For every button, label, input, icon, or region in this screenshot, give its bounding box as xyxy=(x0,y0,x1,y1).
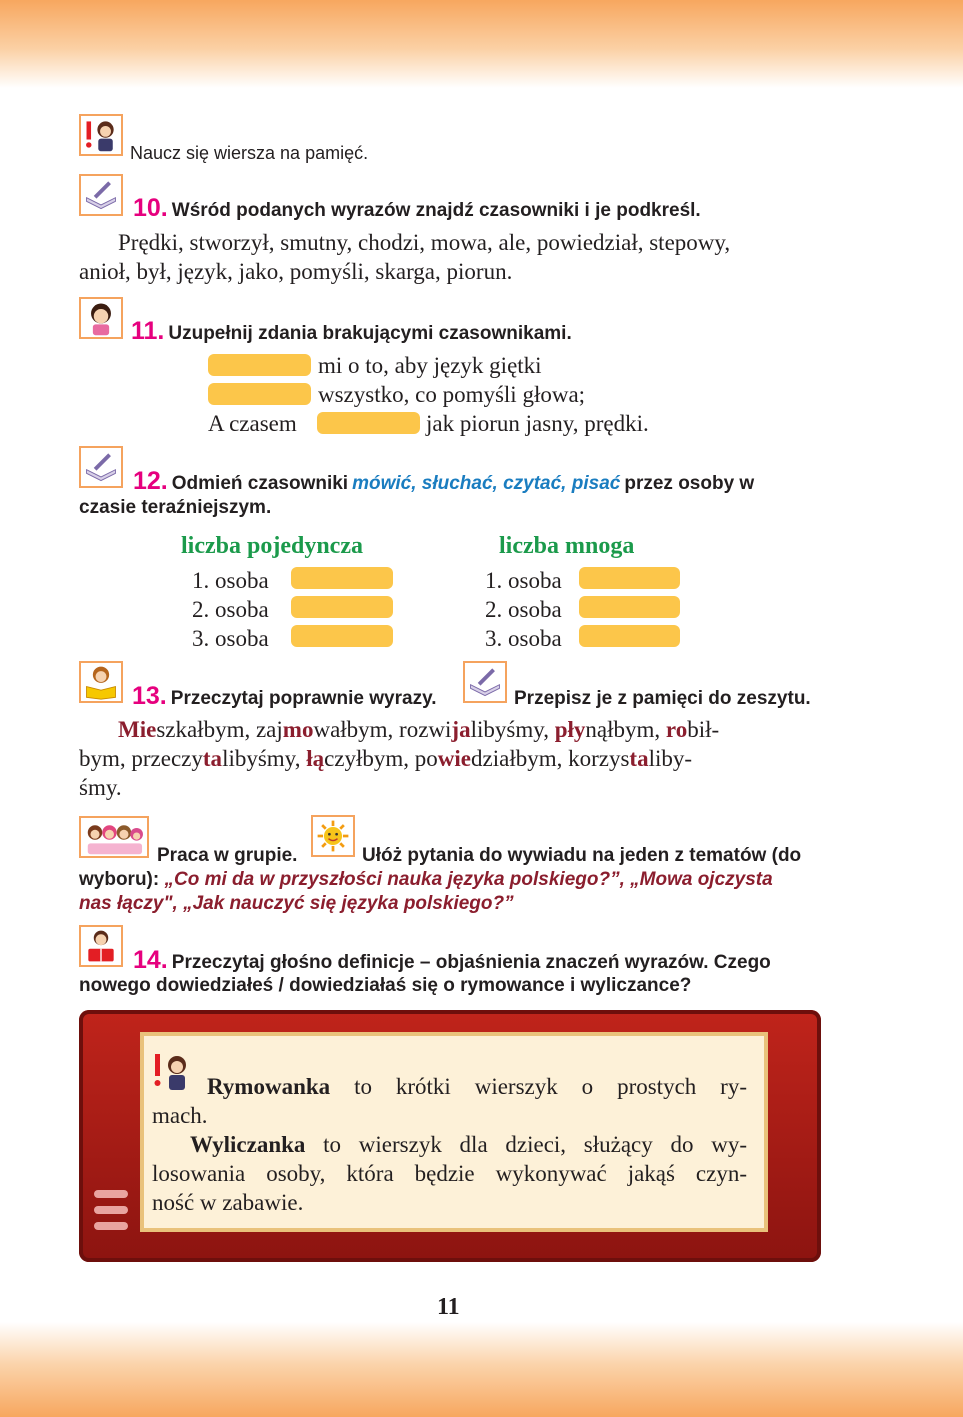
highlighted-syllable: ta xyxy=(629,746,649,771)
exercise-10-number: 10. xyxy=(133,194,168,222)
exercise-13-number: 13. xyxy=(132,682,167,710)
term-rymowanka: Rymowanka xyxy=(207,1074,331,1099)
writing-book-icon xyxy=(79,174,123,216)
page-number: 11 xyxy=(437,1294,460,1320)
blank-line-3[interactable] xyxy=(317,412,420,434)
plural-blank-1[interactable] xyxy=(579,567,680,589)
singular-person-2: 2. osoba xyxy=(192,597,269,622)
exercise-11-line2: wszystko, co pomyśli głowa; xyxy=(318,382,586,407)
plural-person-2: 2. osoba xyxy=(485,597,562,622)
top-gradient-band xyxy=(0,0,963,88)
exercise-10-instruction: Wśród podanych wyrazów znajdź czasowniki i je podkreśl. xyxy=(171,200,701,221)
singular-blank-1[interactable] xyxy=(291,567,393,589)
exercise-12-instruction-line2: czasie teraźniejszym. xyxy=(79,497,272,518)
group-topics-line1: „Co mi da w przyszłości nauka języka polskiego?”, „Mowa ojczysta xyxy=(164,869,773,890)
highlighted-syllable: wie xyxy=(437,746,472,771)
word-fragment: działbym, korzys xyxy=(471,746,630,771)
highlighted-syllable: łą xyxy=(306,746,325,771)
highlighted-syllable: pły xyxy=(554,717,586,742)
exercise-12-number: 12. xyxy=(133,467,168,495)
exercise-11-line1: mi o to, aby język giętki xyxy=(318,353,542,378)
word-fragment: nąłbym, xyxy=(585,717,666,742)
boy-reading-icon xyxy=(79,925,123,967)
exercise-11-line3-start: A czasem xyxy=(208,411,297,436)
word-fragment: szkałbym, zaj xyxy=(156,717,283,742)
highlighted-syllable: ta xyxy=(202,746,223,771)
definition-1-line1 xyxy=(207,1074,747,1100)
definition-2-line3: ność w zabawie. xyxy=(152,1190,304,1215)
singular-person-1: 1. osoba xyxy=(192,568,269,593)
plural-person-1: 1. osoba xyxy=(485,568,562,593)
blank-line-1[interactable] xyxy=(208,354,311,376)
children-group-icon xyxy=(79,816,149,858)
plural-person-3: 3. osoba xyxy=(485,626,562,651)
exercise-13-instruction-2: Przepisz je z pamięci do zeszytu. xyxy=(514,688,811,709)
word-fragment: wałbym, rozwi xyxy=(313,717,452,742)
exercise-14-number: 14. xyxy=(133,946,168,974)
exercise-12-verbs: mówić, słuchać, czytać, pisać xyxy=(352,473,621,494)
singular-blank-3[interactable] xyxy=(291,625,393,647)
exercise-13-words-line2 xyxy=(79,746,692,772)
definition-1-text: to krótki wierszyk o prostych ry- xyxy=(354,1074,748,1099)
girl-thinking-icon xyxy=(79,297,123,339)
frame-decoration xyxy=(94,1206,128,1214)
highlighted-syllable: ro xyxy=(665,717,688,742)
singular-blank-2[interactable] xyxy=(291,596,393,618)
group-topics-line2: nas łączy", „Jak nauczyć się języka polskiego?” xyxy=(79,893,514,914)
exercise-10-words-line2: anioł, był, język, jako, pomyśli, skarga, piorun. xyxy=(79,259,513,284)
definition-2-line2: losowania osoby, która będzie wykonywać jakąś czyn- xyxy=(152,1161,747,1186)
highlighted-syllable: ja xyxy=(451,717,471,742)
exercise-13-words-line1 xyxy=(118,717,719,743)
group-work-instruction: Ułóż pytania do wywiadu na jeden z tematów (do xyxy=(362,845,802,866)
exercise-13-instruction: Przeczytaj poprawnie wyrazy. xyxy=(170,688,437,709)
frame-decoration xyxy=(94,1190,128,1198)
word-fragment: bym, przeczy xyxy=(79,746,203,771)
word-fragment: libyśmy, xyxy=(470,717,555,742)
highlighted-syllable: Mie xyxy=(118,717,157,742)
exercise-14-instruction: Przeczytaj głośno definicje – objaśnienia znaczeń wyrazów. Czego xyxy=(171,952,771,973)
bottom-gradient-band xyxy=(0,1322,963,1417)
term-wyliczanka: Wyliczanka xyxy=(190,1132,306,1157)
highlighted-syllable: mo xyxy=(282,717,314,742)
sun-flower-icon xyxy=(311,815,355,857)
writing-book-icon xyxy=(79,446,123,488)
plural-blank-2[interactable] xyxy=(579,596,680,618)
exercise-12-instruction-start: Odmień czasowniki xyxy=(171,473,349,494)
exercise-13-words-line3: śmy. xyxy=(79,775,122,800)
plural-heading: liczba mnoga xyxy=(499,533,635,559)
word-fragment: libyśmy, xyxy=(222,746,307,771)
frame-decoration xyxy=(94,1222,128,1230)
word-fragment: czyłbym, po xyxy=(324,746,438,771)
definition-2-text: to wierszyk dla dzieci, służący do wy- xyxy=(323,1132,747,1157)
definition-1-line2: mach. xyxy=(152,1103,208,1128)
exercise-11-line3-end: jak piorun jasny, prędki. xyxy=(426,411,649,436)
group-work-label: Praca w grupie. xyxy=(157,845,298,866)
writing-book-icon xyxy=(463,661,507,703)
exercise-10-words-line1: Prędki, stworzył, smutny, chodzi, mowa, ale, powiedział, stepowy, xyxy=(118,230,731,255)
girl-reading-icon xyxy=(79,661,123,703)
exercise-12-instruction-end: przez osoby w xyxy=(624,473,755,494)
exclamation-girl-icon xyxy=(79,114,123,156)
plural-blank-3[interactable] xyxy=(579,625,680,647)
group-work-wyboru: wyboru): xyxy=(79,869,160,890)
word-fragment: liby- xyxy=(648,746,693,771)
word-fragment: bił- xyxy=(687,717,720,742)
exercise-11-instruction: Uzupełnij zdania brakującymi czasownikami. xyxy=(168,323,572,344)
singular-heading: liczba pojedyncza xyxy=(181,533,363,559)
exercise-14-instruction-line2: nowego dowiedziałeś / dowiedziałaś się o rymowance i wyliczance? xyxy=(79,975,692,996)
blank-line-2[interactable] xyxy=(208,383,311,405)
intro-text: Naucz się wiersza na pamięć. xyxy=(130,143,369,163)
exclamation-girl-icon xyxy=(152,1050,192,1094)
definition-2-line1 xyxy=(190,1132,747,1158)
singular-person-3: 3. osoba xyxy=(192,626,269,651)
exercise-11-number: 11. xyxy=(131,317,165,345)
